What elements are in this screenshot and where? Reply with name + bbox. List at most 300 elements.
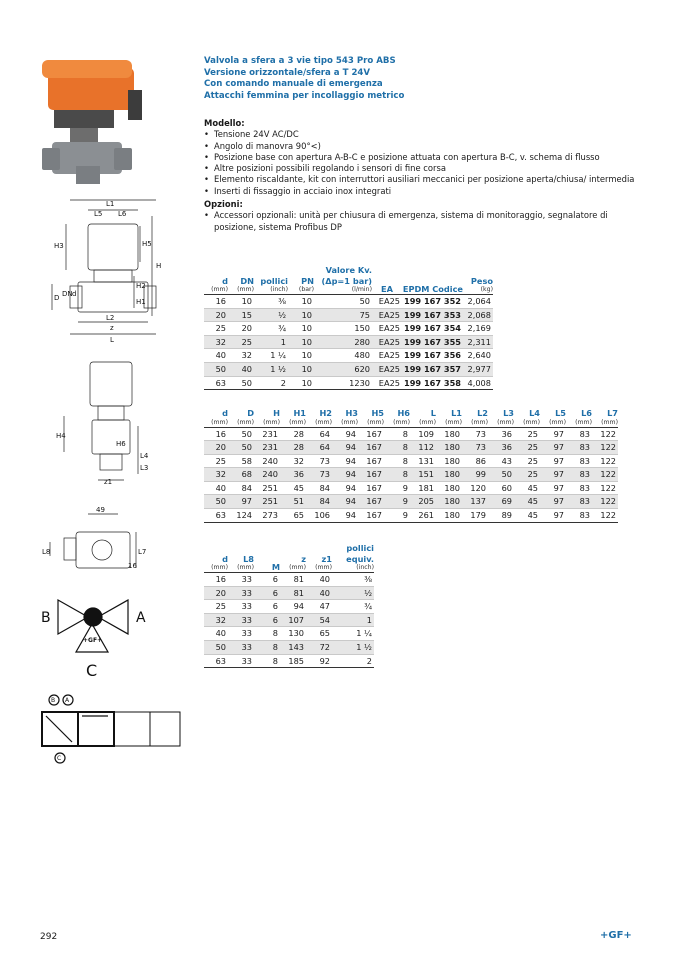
table-cell: 28 xyxy=(280,427,306,441)
table-cell: 86 xyxy=(462,454,488,468)
table-cell: 240 xyxy=(254,454,280,468)
table-cell: 122 xyxy=(592,441,618,455)
table-row xyxy=(204,613,374,627)
table-cell: 51 xyxy=(280,495,306,509)
table-cell: 10 xyxy=(228,295,254,309)
table-row xyxy=(204,335,493,349)
table-cell: 231 xyxy=(254,441,280,455)
table-cell: 199 167 352 xyxy=(402,295,463,309)
table-cell: 16 xyxy=(204,573,228,587)
table-cell: 185 xyxy=(280,654,306,668)
table-cell: 151 xyxy=(410,468,436,482)
col-header: DN (mm) xyxy=(228,265,254,295)
table-cell: 167 xyxy=(358,441,384,455)
switching-schema xyxy=(34,692,184,772)
table-cell: 84 xyxy=(306,495,332,509)
table-cell: EA25 xyxy=(372,308,402,322)
col-header: L2 (mm) xyxy=(462,408,488,427)
list-item: • Posizione base con apertura A-B-C e posizione attuata con apertura B-C, v. schema di flusso xyxy=(204,152,644,163)
table-cell: 84 xyxy=(228,481,254,495)
table-cell: 94 xyxy=(332,481,358,495)
table-cell: 63 xyxy=(204,376,228,390)
col-header: PN (bar) xyxy=(288,265,314,295)
table-cell: 33 xyxy=(228,627,254,641)
table-cell: 167 xyxy=(358,454,384,468)
table-cell: EA25 xyxy=(372,376,402,390)
table-cell: 143 xyxy=(280,640,306,654)
list-item: • Angolo di manovra 90°<) xyxy=(204,141,644,152)
col-header: L (mm) xyxy=(410,408,436,427)
schema-label-b: B xyxy=(51,697,56,704)
col-header: H1 (mm) xyxy=(280,408,306,427)
table-cell: 120 xyxy=(462,481,488,495)
table-cell: 20 xyxy=(204,586,228,600)
dim-L5: L5 xyxy=(94,210,103,218)
table-cell: 32 xyxy=(204,335,228,349)
table-cell: 94 xyxy=(332,454,358,468)
table-cell: 84 xyxy=(306,481,332,495)
dim-L: L xyxy=(110,336,114,344)
dim-H: H xyxy=(156,262,162,270)
col-header: L4 (mm) xyxy=(514,408,540,427)
dim-49: 49 xyxy=(96,506,105,514)
table-cell: 36 xyxy=(280,468,306,482)
table-cell: 137 xyxy=(462,495,488,509)
table-row xyxy=(204,640,374,654)
table-cell: 167 xyxy=(358,427,384,441)
table-cell: 240 xyxy=(254,468,280,482)
table-cell: 10 xyxy=(288,295,314,309)
table-cell: 179 xyxy=(462,509,488,523)
col-header: d (mm) xyxy=(204,408,228,427)
options-heading: Opzioni: xyxy=(204,199,243,210)
col-header: D (mm) xyxy=(228,408,254,427)
col-header: H (mm) xyxy=(254,408,280,427)
table-cell: 9 xyxy=(384,509,410,523)
table-cell: 83 xyxy=(566,454,592,468)
dim-L2: L2 xyxy=(106,314,115,322)
table-cell: 8 xyxy=(254,654,280,668)
dim-16: 16 xyxy=(128,562,137,570)
table-cell: 107 xyxy=(280,613,306,627)
table-cell: 47 xyxy=(306,600,332,614)
table-row xyxy=(204,295,493,309)
col-header: pollici (inch) xyxy=(254,265,288,295)
dim-D: D xyxy=(54,294,60,302)
table-cell: 122 xyxy=(592,454,618,468)
table-cell: ¾ xyxy=(332,600,374,614)
table-cell: 6 xyxy=(254,573,280,587)
table-cell: 97 xyxy=(540,495,566,509)
col-header: Valore Kv. (Δp=1 bar) (l/min) xyxy=(314,265,372,295)
table-cell: 40 xyxy=(306,573,332,587)
table-cell: 83 xyxy=(566,468,592,482)
table-cell: 1 xyxy=(254,335,288,349)
table-row xyxy=(204,441,618,455)
table-cell: 124 xyxy=(228,509,254,523)
table-cell: 33 xyxy=(228,586,254,600)
table-cell: 10 xyxy=(288,322,314,336)
table-cell: 68 xyxy=(228,468,254,482)
table-cell: 122 xyxy=(592,468,618,482)
table-cell: 20 xyxy=(204,441,228,455)
flow-label-a: A xyxy=(136,610,146,626)
table-cell: 40 xyxy=(204,481,228,495)
table-cell: 97 xyxy=(540,509,566,523)
table-cell: 50 xyxy=(228,441,254,455)
table-cell: 1 ¼ xyxy=(254,349,288,363)
table-cell: 8 xyxy=(384,441,410,455)
dim-H1: H1 xyxy=(136,298,146,306)
table-cell: 131 xyxy=(410,454,436,468)
dim-H3: H3 xyxy=(54,242,64,250)
table-cell: 83 xyxy=(566,481,592,495)
table-cell: 63 xyxy=(204,654,228,668)
col-header: M xyxy=(254,543,280,573)
table-cell: 97 xyxy=(228,495,254,509)
table-cell: 8 xyxy=(384,468,410,482)
dim-d: d xyxy=(72,290,77,298)
table-cell: 92 xyxy=(306,654,332,668)
col-header: L7 (mm) xyxy=(592,408,618,427)
model-list xyxy=(204,129,644,197)
table-cell: ½ xyxy=(254,308,288,322)
col-header: H2 (mm) xyxy=(306,408,332,427)
table-cell: 8 xyxy=(254,627,280,641)
flow-label-b: B xyxy=(41,610,51,626)
table-cell: 97 xyxy=(540,481,566,495)
model-heading: Modello: xyxy=(204,118,245,128)
table-cell: 8 xyxy=(254,640,280,654)
table-cell: 60 xyxy=(488,481,514,495)
table-cell: 40 xyxy=(306,586,332,600)
table-cell: 251 xyxy=(254,495,280,509)
flow-logo: +GF+ xyxy=(83,637,103,644)
table-cell: EA25 xyxy=(372,322,402,336)
table-cell: 2,169 xyxy=(463,322,493,336)
table-cell: 50 xyxy=(204,495,228,509)
table-cell: 130 xyxy=(280,627,306,641)
table-cell: 167 xyxy=(358,509,384,523)
dim-L6: L6 xyxy=(118,210,127,218)
table-cell: 32 xyxy=(228,349,254,363)
dim-DN: DN xyxy=(62,290,73,298)
list-item: • Accessori opzionali: unità per chiusura di emergenza, sistema di monitoraggio, segnalatore di posizione, sistema Profibus DP xyxy=(204,210,644,233)
table-row xyxy=(204,322,493,336)
table-cell: 50 xyxy=(204,362,228,376)
table-cell: 81 xyxy=(280,586,306,600)
table-cell: 205 xyxy=(410,495,436,509)
table-cell: 65 xyxy=(280,509,306,523)
table-row xyxy=(204,509,618,523)
table-cell: 32 xyxy=(204,613,228,627)
table-cell: 97 xyxy=(540,468,566,482)
table-cell: 50 xyxy=(314,295,372,309)
col-header: pollici equiv. (inch) xyxy=(332,543,374,573)
table-cell: 94 xyxy=(332,441,358,455)
table-cell: 167 xyxy=(358,495,384,509)
table-cell: 40 xyxy=(204,349,228,363)
top-dimension-drawing xyxy=(40,506,150,586)
table-cell: 25 xyxy=(514,427,540,441)
table-cell: 199 167 354 xyxy=(402,322,463,336)
table-cell: 199 167 353 xyxy=(402,308,463,322)
dim-L4: L4 xyxy=(140,452,149,460)
table-cell: 106 xyxy=(306,509,332,523)
table-cell: 150 xyxy=(314,322,372,336)
table-cell: 20 xyxy=(204,308,228,322)
dim-H6: H6 xyxy=(116,440,126,448)
table-cell: 45 xyxy=(514,481,540,495)
product-title xyxy=(204,56,404,102)
table-cell: 36 xyxy=(488,441,514,455)
title-line: Con comando manuale di emergenza xyxy=(204,79,383,89)
table-cell: 64 xyxy=(306,441,332,455)
table-cell: 45 xyxy=(280,481,306,495)
schema-label-c: C xyxy=(57,755,62,762)
dim-H5: H5 xyxy=(142,240,152,248)
table-cell: 10 xyxy=(288,376,314,390)
table-cell: 122 xyxy=(592,481,618,495)
table-row xyxy=(204,308,493,322)
product-photo xyxy=(34,46,154,186)
table-cell: 20 xyxy=(228,322,254,336)
col-header: z (mm) xyxy=(280,543,306,573)
table-cell: 2,311 xyxy=(463,335,493,349)
table-cell: 2,068 xyxy=(463,308,493,322)
table-cell: 65 xyxy=(306,627,332,641)
table-cell: 50 xyxy=(228,427,254,441)
table-cell: 180 xyxy=(436,509,462,523)
table-cell: 6 xyxy=(254,586,280,600)
gf-logo: +GF+ xyxy=(600,930,632,941)
table-row xyxy=(204,376,493,390)
title-line: Valvola a sfera a 3 vie tipo 543 Pro ABS xyxy=(204,56,396,66)
table-cell: 16 xyxy=(204,295,228,309)
table-cell: 112 xyxy=(410,441,436,455)
table-cell: 97 xyxy=(540,427,566,441)
table-cell: 45 xyxy=(514,509,540,523)
list-item: • Inserti di fissaggio in acciaio inox integrati xyxy=(204,186,644,197)
table-cell: 50 xyxy=(228,376,254,390)
table-cell: 73 xyxy=(462,427,488,441)
table-cell: 180 xyxy=(436,427,462,441)
table-cell: 83 xyxy=(566,509,592,523)
table-cell: 231 xyxy=(254,427,280,441)
table-cell: 94 xyxy=(332,509,358,523)
table-cell: EA25 xyxy=(372,349,402,363)
connection-table xyxy=(204,543,374,668)
table-cell: 43 xyxy=(488,454,514,468)
table-cell: 25 xyxy=(204,600,228,614)
table-cell: EA25 xyxy=(372,362,402,376)
schema-label-a: A xyxy=(65,697,70,704)
table-cell: 122 xyxy=(592,509,618,523)
table-cell: 10 xyxy=(288,349,314,363)
table-cell: 64 xyxy=(306,427,332,441)
col-header: EA xyxy=(372,265,402,295)
table-cell: 94 xyxy=(332,427,358,441)
table-cell: 8 xyxy=(384,454,410,468)
table-cell: 2,064 xyxy=(463,295,493,309)
col-header: Peso (kg) xyxy=(463,265,493,295)
col-header: L6 (mm) xyxy=(566,408,592,427)
dim-z1: z1 xyxy=(104,478,113,486)
table-cell: 73 xyxy=(462,441,488,455)
table-cell: 10 xyxy=(288,308,314,322)
table-cell: 97 xyxy=(540,441,566,455)
table-cell: 81 xyxy=(280,573,306,587)
table-cell: 25 xyxy=(514,441,540,455)
table-cell: 480 xyxy=(314,349,372,363)
col-header: H6 (mm) xyxy=(384,408,410,427)
table-cell: 28 xyxy=(280,441,306,455)
table-cell: 2 xyxy=(254,376,288,390)
table-cell: 181 xyxy=(410,481,436,495)
col-header: H5 (mm) xyxy=(358,408,384,427)
table-row xyxy=(204,586,374,600)
table-cell: 180 xyxy=(436,481,462,495)
table-cell: 94 xyxy=(332,495,358,509)
table-cell: 73 xyxy=(306,468,332,482)
table-cell: 15 xyxy=(228,308,254,322)
table-cell: 36 xyxy=(488,427,514,441)
page-number: 292 xyxy=(40,932,58,942)
table-cell: 32 xyxy=(280,454,306,468)
table-cell: 180 xyxy=(436,454,462,468)
table-cell: 109 xyxy=(410,427,436,441)
table-cell: 1 xyxy=(332,613,374,627)
table-cell: 33 xyxy=(228,613,254,627)
table-cell: 25 xyxy=(204,454,228,468)
table-cell: 620 xyxy=(314,362,372,376)
list-item: • Altre posizioni possibili regolando i sensori di fine corsa xyxy=(204,163,644,174)
table-cell: 33 xyxy=(228,573,254,587)
table-cell: 63 xyxy=(204,509,228,523)
table-row xyxy=(204,654,374,668)
table-cell: 9 xyxy=(384,495,410,509)
table-cell: 180 xyxy=(436,468,462,482)
table-cell: 199 167 358 xyxy=(402,376,463,390)
table-cell: 83 xyxy=(566,441,592,455)
dim-L3: L3 xyxy=(140,464,149,472)
table-cell: 94 xyxy=(332,468,358,482)
options-list xyxy=(204,210,644,233)
table-row xyxy=(204,627,374,641)
table-cell: ⅜ xyxy=(254,295,288,309)
table-row xyxy=(204,362,493,376)
table-cell: 280 xyxy=(314,335,372,349)
table-cell: 251 xyxy=(254,481,280,495)
table-cell: 97 xyxy=(540,454,566,468)
table-cell: 69 xyxy=(488,495,514,509)
table-cell: 16 xyxy=(204,427,228,441)
table-cell: 2 xyxy=(332,654,374,668)
col-header: L8 (mm) xyxy=(228,543,254,573)
table-cell: 167 xyxy=(358,481,384,495)
table-cell: 40 xyxy=(228,362,254,376)
table-cell: 94 xyxy=(280,600,306,614)
order-table xyxy=(204,265,493,390)
col-header: z1 (mm) xyxy=(306,543,332,573)
table-cell: 25 xyxy=(228,335,254,349)
table-cell: 199 167 357 xyxy=(402,362,463,376)
table-cell: 33 xyxy=(228,654,254,668)
table-cell: ½ xyxy=(332,586,374,600)
table-cell: 1 ½ xyxy=(254,362,288,376)
table-cell: 122 xyxy=(592,495,618,509)
table-cell: EA25 xyxy=(372,335,402,349)
table-cell: 25 xyxy=(514,454,540,468)
model-description xyxy=(204,118,644,235)
table-cell: 33 xyxy=(228,600,254,614)
table-cell: EA25 xyxy=(372,295,402,309)
table-cell: 45 xyxy=(514,495,540,509)
front-dimension-drawing xyxy=(48,196,178,346)
list-item: • Elemento riscaldante, kit con interruttori ausiliari meccanici per posizione aperta/chiusa/ intermedia xyxy=(204,174,644,185)
table-cell: 4,008 xyxy=(463,376,493,390)
dim-L1: L1 xyxy=(106,200,115,208)
table-cell: 89 xyxy=(488,509,514,523)
dim-z: z xyxy=(110,324,114,332)
table-cell: 73 xyxy=(306,454,332,468)
table-cell: 99 xyxy=(462,468,488,482)
table-cell: 10 xyxy=(288,362,314,376)
table-row xyxy=(204,468,618,482)
table-row xyxy=(204,349,493,363)
table-cell: 40 xyxy=(204,627,228,641)
dim-H2: H2 xyxy=(136,282,146,290)
table-cell: 25 xyxy=(204,322,228,336)
table-row xyxy=(204,454,618,468)
dim-H4: H4 xyxy=(56,432,66,440)
col-header: L5 (mm) xyxy=(540,408,566,427)
table-cell: 1 ¼ xyxy=(332,627,374,641)
table-cell: 83 xyxy=(566,427,592,441)
col-header: d (mm) xyxy=(204,543,228,573)
col-header: H3 (mm) xyxy=(332,408,358,427)
table-cell: 122 xyxy=(592,427,618,441)
table-cell: 58 xyxy=(228,454,254,468)
table-cell: 180 xyxy=(436,495,462,509)
table-cell: 2,640 xyxy=(463,349,493,363)
side-dimension-drawing xyxy=(54,356,164,486)
table-cell: ¾ xyxy=(254,322,288,336)
flow-label-c: C xyxy=(86,661,98,680)
table-row xyxy=(204,600,374,614)
dimensions-table xyxy=(204,408,618,523)
dim-L7: L7 xyxy=(138,548,147,556)
table-cell: 10 xyxy=(288,335,314,349)
table-cell: 6 xyxy=(254,613,280,627)
table-cell: 1230 xyxy=(314,376,372,390)
table-row xyxy=(204,481,618,495)
table-cell: 1 ½ xyxy=(332,640,374,654)
col-header: d (mm) xyxy=(204,265,228,295)
table-cell: 50 xyxy=(488,468,514,482)
table-cell: 8 xyxy=(384,427,410,441)
table-cell: ⅜ xyxy=(332,573,374,587)
table-cell: 199 167 356 xyxy=(402,349,463,363)
table-row xyxy=(204,427,618,441)
table-cell: 261 xyxy=(410,509,436,523)
table-cell: 83 xyxy=(566,495,592,509)
table-cell: 50 xyxy=(204,640,228,654)
col-header: L3 (mm) xyxy=(488,408,514,427)
table-cell: 6 xyxy=(254,600,280,614)
table-cell: 273 xyxy=(254,509,280,523)
title-line: Attacchi femmina per incollaggio metrico xyxy=(204,90,405,101)
